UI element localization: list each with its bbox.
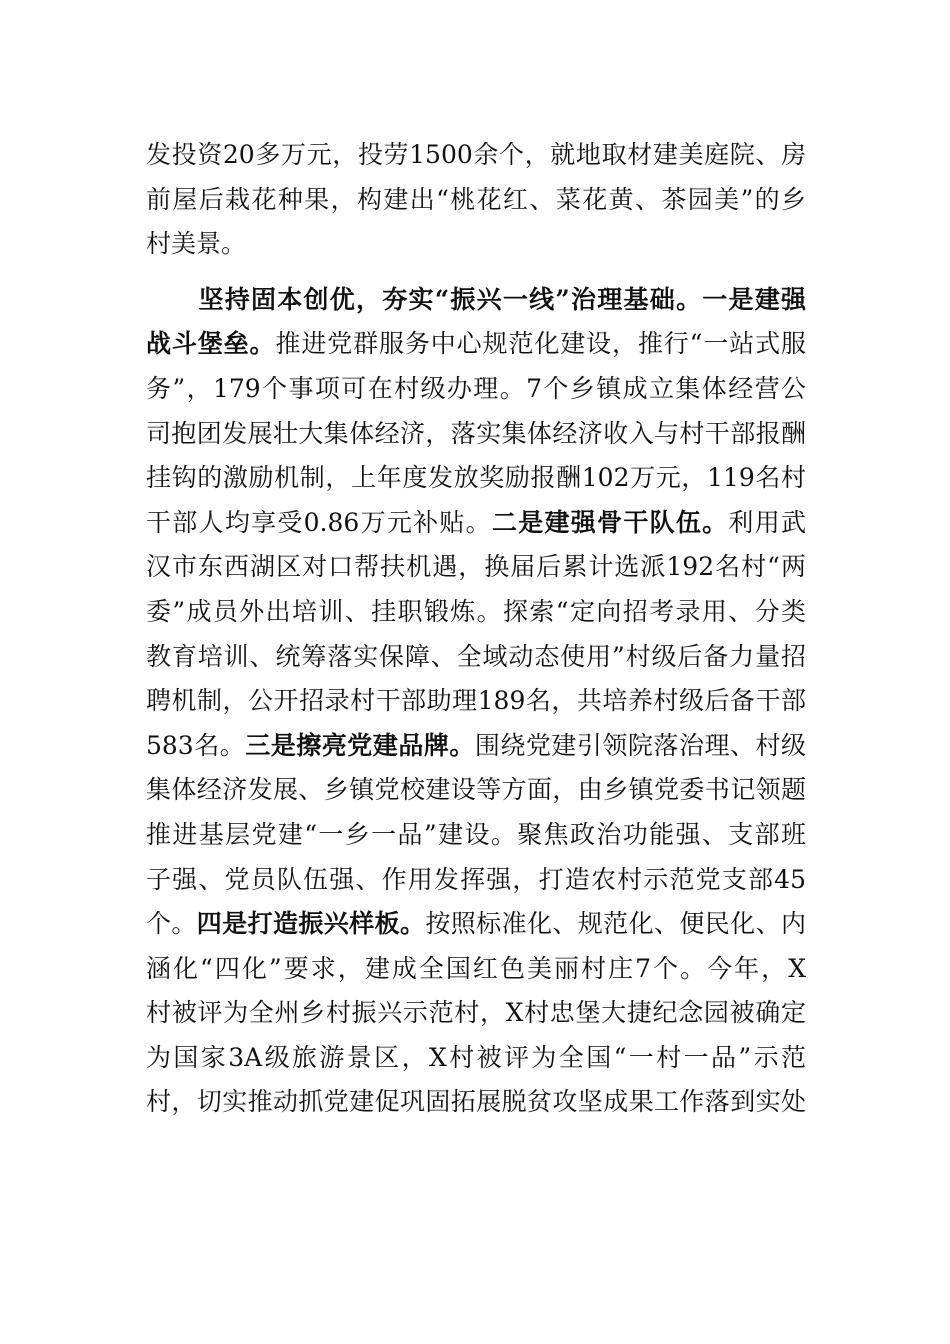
body-text: 司抱团发展壮大集体经济，落实集体经济收入与村干部报酬	[146, 418, 806, 448]
body-text: 为国家3A级旅游景区，X村被评为全国“一村一品”示范	[146, 1042, 806, 1072]
body-text: 子强、党员队伍强、作用发挥强，打造农村示范党支部45	[146, 864, 806, 894]
text-line	[146, 133, 806, 178]
text-line	[146, 412, 806, 457]
text-line	[146, 501, 806, 546]
body-text: 干部人均享受0.86万元补贴。	[146, 507, 492, 537]
text-line	[146, 322, 806, 367]
text-line	[146, 679, 806, 724]
text-line	[146, 813, 806, 858]
body-text: 583名。	[146, 730, 246, 760]
text-line	[146, 902, 806, 947]
text-line	[146, 545, 806, 590]
text-line	[146, 991, 806, 1036]
body-text: 务”，179个事项可在村级办理。7个乡镇成立集体经营公	[146, 373, 806, 403]
text-line	[146, 1080, 806, 1125]
bold-heading-text: 四是打造振兴样板。	[196, 909, 426, 939]
body-text: 村，切实推动抓党建促巩固拓展脱贫攻坚成果工作落到实处	[146, 1087, 806, 1117]
body-text: 推进基层党建“一乡一品”建设。聚焦政治功能强、支部班	[146, 819, 806, 849]
body-text: 发投资20多万元，投劳1500余个，就地取材建美庭院、房	[146, 140, 806, 169]
document-body	[146, 133, 806, 1125]
body-text: 围绕党建引领院落治理、村级	[474, 730, 806, 760]
text-line	[146, 367, 806, 412]
body-text: 村被评为全州乡村振兴示范村，X村忠堡大捷纪念园被确定	[146, 998, 806, 1028]
body-text: 村美景。	[146, 229, 247, 259]
body-text: 推进党群服务中心规范化建设，推行“一站式服	[275, 329, 806, 359]
text-line	[146, 768, 806, 813]
body-text: 前屋后栽花种果，构建出“桃花红、菜花黄、茶园美”的乡	[146, 184, 806, 214]
body-text: 教育培训、统筹落实保障、全域动态使用”村级后备力量招	[146, 641, 806, 671]
text-line	[146, 456, 806, 501]
body-text: 挂钩的激励机制，上年度发放奖励报酬102万元，119名村	[146, 463, 806, 493]
body-text: 汉市东西湖区对口帮扶机遇，换届后累计选派192名村“两	[146, 552, 806, 582]
body-text: 委”成员外出培训、挂职锻炼。探索“定向招考录用、分类	[146, 596, 806, 626]
text-line	[146, 178, 806, 223]
bold-heading-text: 二是建强骨干队伍。	[491, 507, 729, 537]
text-line	[146, 278, 806, 323]
text-line	[146, 947, 806, 992]
body-text: 按照标准化、规范化、便民化、内	[425, 909, 806, 939]
body-text: 利用武	[728, 507, 806, 537]
bold-heading-text: 战斗堡垒。	[146, 329, 276, 359]
body-text: 个。	[146, 909, 197, 939]
text-line	[146, 1036, 806, 1081]
body-text: 集体经济发展、乡镇党校建设等方面，由乡镇党委书记领题	[146, 775, 806, 805]
text-line	[146, 222, 806, 267]
body-text: 聘机制，公开招录村干部助理189名，共培养村级后备干部	[146, 686, 806, 716]
text-line	[146, 590, 806, 635]
bold-heading-text: 坚持固本创优，夯实“振兴一线”治理基础。一是建强	[146, 284, 806, 314]
text-line	[146, 724, 806, 769]
bold-heading-text: 三是擦亮党建品牌。	[245, 730, 475, 760]
body-text: 涵化“四化”要求，建成全国红色美丽村庄7个。今年，X	[146, 953, 806, 983]
text-line	[146, 635, 806, 680]
text-line	[146, 858, 806, 903]
